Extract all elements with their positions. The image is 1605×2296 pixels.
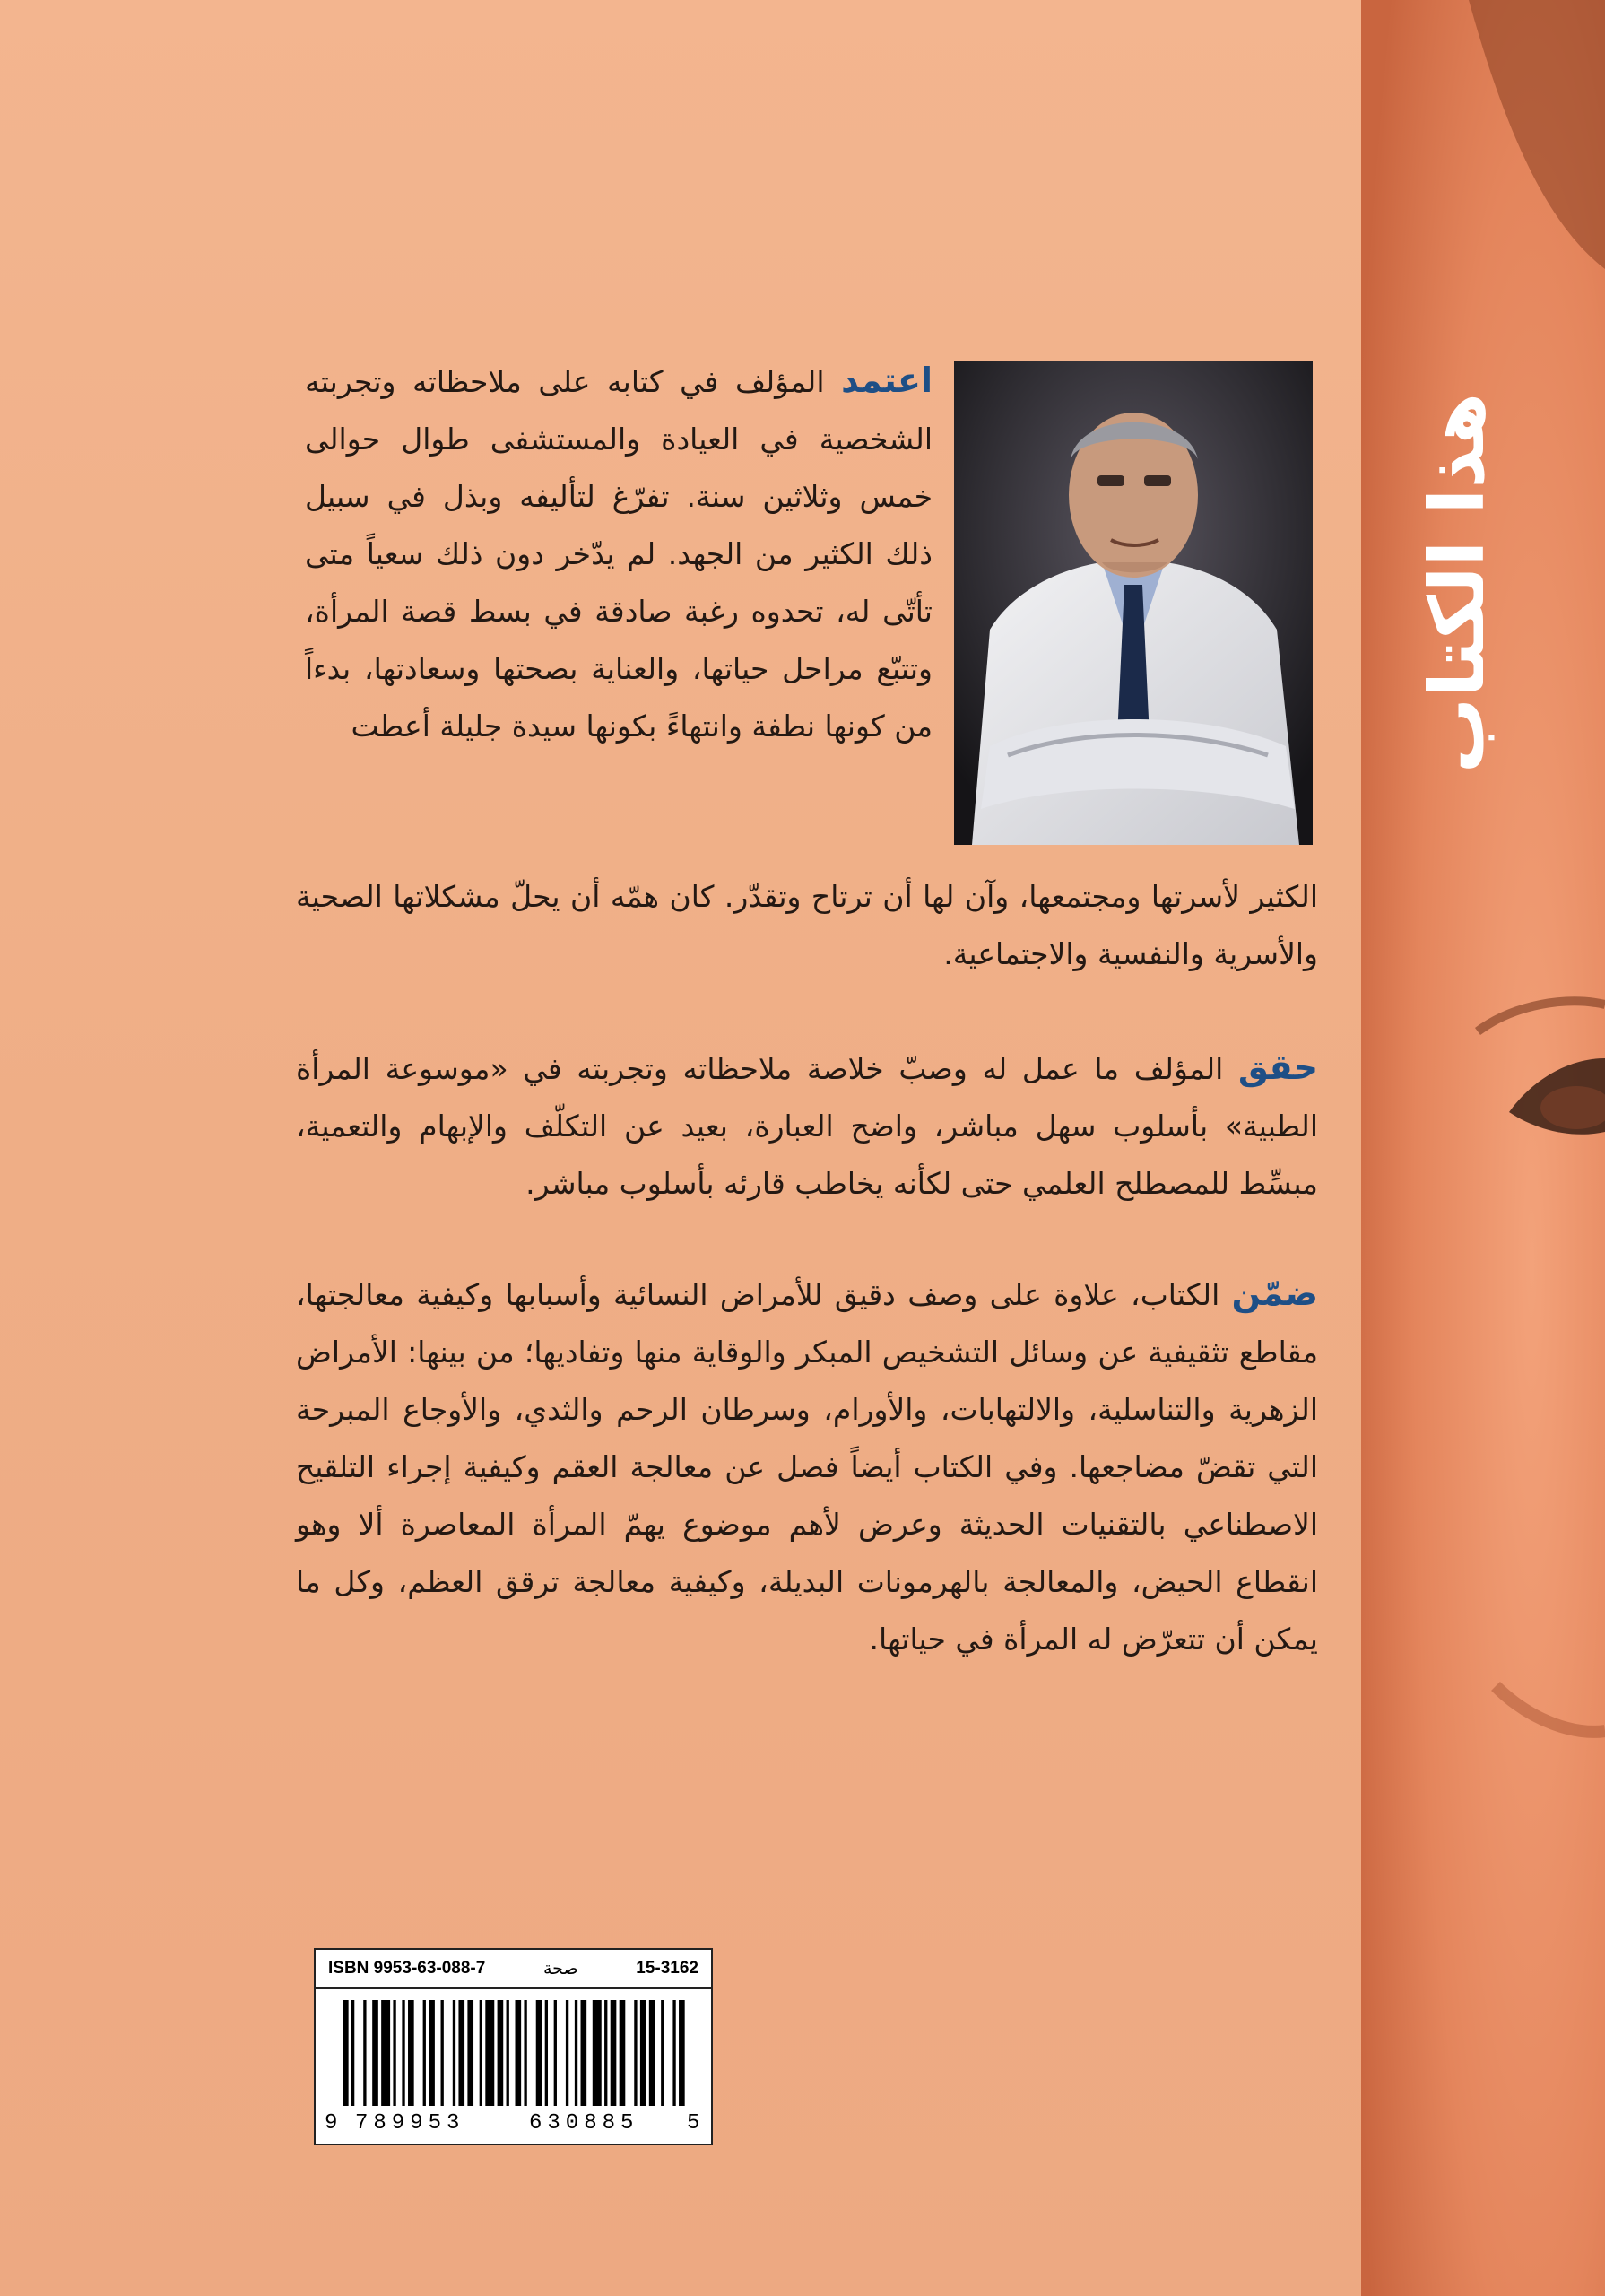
lead-word-achievement: حقق — [1238, 1048, 1318, 1087]
barcode-digits-left: 789953 — [355, 2111, 465, 2135]
barcode-bar — [634, 2000, 637, 2106]
barcode-bar — [453, 2000, 455, 2106]
barcode-bar — [343, 2000, 349, 2106]
barcode-bar — [458, 2000, 464, 2106]
barcode-bar — [429, 2000, 435, 2106]
barcode-bar — [545, 2000, 548, 2106]
isbn-number: ISBN 9953-63-088-7 — [328, 1959, 486, 1978]
barcode-bar — [575, 2000, 577, 2106]
barcode-bar — [554, 2000, 557, 2106]
barcode-bar — [480, 2000, 482, 2106]
barcode-bar — [679, 2000, 685, 2106]
barcode-bar — [507, 2000, 509, 2106]
barcode-bar — [498, 2000, 504, 2106]
barcode-bar — [372, 2000, 378, 2106]
barcode-bar — [516, 2000, 522, 2106]
paragraph-reliance-body: المؤلف في كتابه على ملاحظاته وتجربته الشخصية في العيادة والمستشفى طوال حوالى خمس وثلاثين سنة. تفرّغ لتأليفه وبذل في سبيل ذلك الكثير من الجهد. لم يدّخر دون ذلك سعياً متى تأتّى له، تحدوه رغبة صادقة في بسط قصة المرأة، وتتبّع مراحل حياتها، والعناية بصحتها وسعادتها، بدءاً من كونها نطفة وانتهاءً بكونها سيدة جليلة أعطت — [305, 364, 933, 744]
barcode-bar — [536, 2000, 542, 2106]
paragraph-achievement-body: المؤلف ما عمل له وصبّ خلاصة ملاحظاته وتجربته في «موسوعة المرأة الطبية» بأسلوب سهل مباشر، واضح العبارة، بعيد عن التكلّف والإبهام والتعمية، مبسِّط للمصطلح العلمي حتى لكأنه يخاطب قارئه بأسلوب مباشر. — [296, 1051, 1318, 1201]
barcode-bar — [672, 2000, 675, 2106]
barcode-digits — [316, 2108, 711, 2144]
barcode-bar — [402, 2000, 404, 2106]
barcode-bar — [363, 2000, 366, 2106]
paragraph-reliance-continued: الكثير لأسرتها ومجتمعها، وآن لها أن ترتاح وتقدّر. كان همّه أن يحلّ مشكلاتها الصحية والأسرية والنفسية والاجتماعية. — [296, 879, 1318, 971]
barcode-bar — [640, 2000, 646, 2106]
barcode-bar — [649, 2000, 655, 2106]
barcode-digits-right: 630885 — [529, 2111, 639, 2135]
barcode-bar — [566, 2000, 568, 2106]
barcode-bar — [485, 2000, 494, 2106]
barcode-bar — [661, 2000, 664, 2106]
paragraph-reliance — [305, 352, 933, 755]
barcode-bar — [393, 2000, 395, 2106]
barcode-bar — [581, 2000, 587, 2106]
barcode-bar — [408, 2000, 414, 2106]
paragraph-achievement — [296, 1039, 1318, 1213]
lead-word-contents: ضمّن — [1231, 1274, 1318, 1313]
barcode-bar — [524, 2000, 526, 2106]
barcode-bar — [381, 2000, 390, 2106]
pages-label: صحة — [543, 1959, 578, 1979]
catalog-code: 15-3162 — [636, 1959, 698, 1978]
barcode-bar — [423, 2000, 426, 2106]
paragraph-contents — [296, 1265, 1318, 1668]
lead-word-reliance: اعتمد — [841, 361, 933, 400]
barcode-bar — [593, 2000, 602, 2106]
barcode-bar — [441, 2000, 444, 2106]
author-photo — [954, 361, 1313, 845]
cover-flap-face-image — [1361, 0, 1605, 2296]
barcode-digit-last: 5 — [687, 2111, 700, 2135]
barcode-digit-first: 9 — [325, 2111, 338, 2135]
barcode-bar — [620, 2000, 626, 2106]
isbn-header — [316, 1950, 711, 1989]
barcode-bar — [351, 2000, 354, 2106]
barcode-bar — [467, 2000, 473, 2106]
isbn-barcode — [314, 1948, 713, 2145]
barcode-bar — [604, 2000, 607, 2106]
spine-title: هذا الكتاب — [1413, 392, 1502, 774]
barcode-bar — [611, 2000, 617, 2106]
barcode-bars — [343, 2000, 688, 2106]
paragraph-contents-body: الكتاب، علاوة على وصف دقيق للأمراض النسائية وأسبابها وكيفية معالجتها، مقاطع تثقيفية عن وسائل التشخيص المبكر والوقاية منها وتفاديها؛ من بينها: الأمراض الزهرية والتناسلية، والالتهابات، والأورام، وسرطان الرحم والثدي، والأوجاع المبرحة التي تقضّ مضاجعها. وفي الكتاب أيضاً فصل عن معالجة العقم وكيفية إجراء التلقيح الاصطناعي بالتقنيات الحديثة وعرض لأهم موضوع يهمّ المرأة المعاصرة ألا وهو انقطاع الحيض، والمعالجة بالهرمونات البديلة، وكيفية معالجة ترقق العظم، وكل ما يمكن أن تتعرّض له المرأة في حياتها. — [296, 1277, 1318, 1657]
